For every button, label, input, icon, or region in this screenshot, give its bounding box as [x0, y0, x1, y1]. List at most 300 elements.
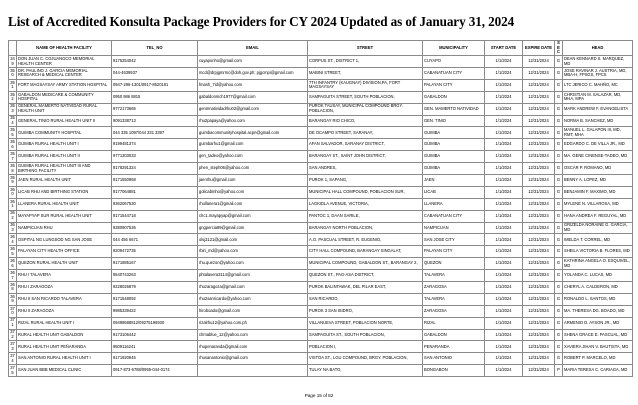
- cell-head: ROBERT P. MARCELO, MD: [563, 353, 633, 365]
- cell-start-date: 1/1/2024: [485, 293, 523, 305]
- cell-start-date: 1/1/2024: [485, 282, 523, 294]
- cell-sec: G: [555, 151, 563, 163]
- cell-head: YOLANDA C. LUCAS, MD: [563, 270, 633, 282]
- cell-facility-name: DR. PAULINO J. GARCIA MEMORIAL RESEARCH & MEDICAL CENTER: [17, 68, 112, 80]
- cell-municipality: GUIMBA: [423, 163, 485, 175]
- cell-tel-no: 9091338713: [112, 115, 198, 127]
- cell-head: MARK ANDREW F. EVANGELISTA: [563, 103, 633, 115]
- table-row: [9, 103, 633, 115]
- cell-tel-no: 9985339422: [112, 305, 198, 317]
- cell-row-index: 368: [10, 281, 15, 292]
- cell-expire-date: 12/31/2024: [523, 282, 555, 294]
- cell-facility-name: GUIMBA COMMUNITY HOSPITAL: [17, 127, 112, 139]
- header-start-date: START DATE: [485, 41, 523, 56]
- cell-facility-name: MAYAPYAP SUR RURAL HEALTH UNIT: [17, 210, 112, 222]
- cell-expire-date: 12/31/2024: [523, 246, 555, 258]
- cell-sec: G: [555, 341, 563, 353]
- cell-tel-no: 9772173665: [112, 103, 198, 115]
- table-row: [9, 79, 633, 91]
- cell-head: MA. GENE CINENSE-TADEO, MD: [563, 151, 633, 163]
- cell-start-date: 1/1/2024: [485, 329, 523, 341]
- cell-facility-name: OSPITAL NG LUNGSOD NG SAN JOSE: [17, 234, 112, 246]
- cell-row-index: 355: [10, 127, 15, 137]
- cell-head: KATHRINA ANGELA O. ESQUIVEL, MD: [563, 258, 633, 270]
- cell-email: golicabmho@yahoo.com: [198, 186, 308, 198]
- cell-expire-date: 12/31/2024: [523, 56, 555, 68]
- cell-municipality: QUEZON: [423, 258, 485, 270]
- table-header-row: [9, 41, 633, 56]
- cell-row-index: 364: [10, 234, 15, 244]
- cell-municipality: JAEN: [423, 175, 485, 187]
- table-row: [9, 210, 633, 222]
- cell-municipality: RIZAL: [423, 317, 485, 329]
- cell-facility-name: GABALDON MEDICARE & COMMUNITY HOSPITAL: [17, 91, 112, 103]
- cell-facility-name: GUIMBA RURAL HEALTH UNIT II: [17, 151, 112, 163]
- cell-head: CHRISTIAN M. SALAZAR, MD, MHA, MPA: [563, 91, 633, 103]
- cell-street: AFAN SALVADOR, SARANAY DISTRICT,: [308, 139, 423, 151]
- cell-start-date: 1/1/2024: [485, 305, 523, 317]
- cell-row-index: 361: [10, 198, 15, 209]
- cell-tel-no: 9228026879: [112, 282, 198, 294]
- cell-email: gabaldonmch1977@gmail.com: [198, 91, 308, 103]
- cell-tel-no: 044 335 1097/044 331 3397: [112, 127, 198, 139]
- cell-facility-name: RIZAL RURAL HEALTH UNIT I: [17, 317, 112, 329]
- cell-email: chc1.mayapyap@gmail.com: [198, 210, 308, 222]
- cell-start-date: 1/1/2024: [485, 317, 523, 329]
- cell-street: SAN RICARDO,: [308, 293, 423, 305]
- cell-tel-no: 9175254042: [112, 56, 198, 68]
- cell-start-date: 1/1/2024: [485, 186, 523, 198]
- cell-tel-no: 9540743263: [112, 270, 198, 282]
- cell-email: gen_tadeo@yahoo.com: [198, 151, 308, 163]
- table-row: [9, 329, 633, 341]
- table-row: [9, 258, 633, 270]
- cell-expire-date: 12/31/2024: [523, 222, 555, 234]
- cell-street: POBLACION I,: [308, 341, 423, 353]
- cell-email: guimbarhu1@gmail.com: [198, 139, 308, 151]
- cell-email: phtalavera3114@gmail.com: [198, 270, 308, 282]
- cell-municipality: GUIMBA: [423, 151, 485, 163]
- cell-facility-name: LICAB RHU AND BIRTHING STATION: [17, 186, 112, 198]
- cell-facility-name: SAN JUAN BBB MEDICAL CLINIC: [17, 365, 112, 377]
- page-title: List of Accredited Konsulta Package Providers for CY 2024 Updated as of January 31, 2024: [8, 14, 515, 29]
- cell-start-date: 1/1/2024: [485, 151, 523, 163]
- cell-municipality: PENARANDA: [423, 341, 485, 353]
- cell-street: SAMPAGUITA ST., SOUTH POBLACION,: [308, 329, 423, 341]
- cell-street: PUROK BALINTAWAK, DEL PILAR EAST,: [308, 282, 423, 294]
- page-footer: Page 15 of 82: [304, 393, 334, 398]
- cell-street: MUNICIPAL COMPOUND, GABALDON ST., BARANGAY 2,: [308, 258, 423, 270]
- cell-email: rhupenaranda@gmail.com: [198, 341, 308, 353]
- cell-tel-no: 9177064881: [112, 186, 198, 198]
- cell-sec: G: [555, 91, 563, 103]
- cell-start-date: 1/1/2024: [485, 163, 523, 175]
- cell-sec: G: [555, 127, 563, 139]
- cell-tel-no: 9171544718: [112, 210, 198, 222]
- cell-head: GRIZELDA NORAINE G. GARCIA, MD: [563, 222, 633, 234]
- cell-street: BARANGAY NORTH POBLACION,: [308, 222, 423, 234]
- cell-municipality: PALAYAN CITY: [423, 246, 485, 258]
- cell-start-date: 1/1/2024: [485, 341, 523, 353]
- cell-sec: G: [555, 305, 563, 317]
- cell-expire-date: 12/31/2024: [523, 115, 555, 127]
- cell-start-date: 1/1/2024: [485, 258, 523, 270]
- cell-municipality: TALAVERA: [423, 270, 485, 282]
- cell-sec: G: [555, 317, 563, 329]
- cell-tel-no: 0947-296-1301/0917-8520181: [112, 79, 198, 91]
- cell-row-index: 373: [10, 341, 15, 351]
- table-row: [9, 68, 633, 80]
- cell-tel-no: 9771303033: [112, 151, 198, 163]
- cell-head: DEAN KENNARD S. MARQUEZ, MD: [563, 56, 633, 68]
- cell-row-index: 366: [10, 257, 15, 268]
- cell-tel-no: 9171920945: [112, 353, 198, 365]
- cell-tel-no: 9362067530: [112, 198, 198, 210]
- cell-expire-date: 12/31/2024: [523, 91, 555, 103]
- cell-row-index: 363: [10, 222, 15, 233]
- cell-head: BENNY A. LOPEZ, MD: [563, 175, 633, 187]
- cell-expire-date: 12/31/2024: [523, 151, 555, 163]
- cell-tel-no: 9199481374: [112, 139, 198, 151]
- table-row: [9, 341, 633, 353]
- cell-email: fmash_7id@yahoo.com: [198, 79, 308, 91]
- cell-municipality: GEN. MAMERTO NATIVIDAD: [423, 103, 485, 115]
- table-row: [9, 246, 633, 258]
- cell-expire-date: 12/31/2024: [523, 365, 555, 377]
- cell-email: olsj3121@gmail.com: [198, 234, 308, 246]
- cell-facility-name: GUIMBA RURAL HEALTH UNIT I: [17, 139, 112, 151]
- header-municipality: MUNICIPALITY: [423, 41, 485, 56]
- cell-email: hiroboado@gmail.com: [198, 305, 308, 317]
- table-row: [9, 305, 633, 317]
- cell-facility-name: LLANERA RURAL HEALTH UNIT: [17, 198, 112, 210]
- cell-municipality: BONGABON: [423, 365, 485, 377]
- table-row: [9, 293, 633, 305]
- cell-expire-date: 12/31/2024: [523, 163, 555, 175]
- cell-street: VISTOA ST., LGU COMPOUND, BRGY. POBLACION,: [308, 353, 423, 365]
- cell-email: rhuzaragoza@gmail.com: [198, 282, 308, 294]
- cell-sec: G: [555, 79, 563, 91]
- table-row: [9, 198, 633, 210]
- cell-email: rhu.quezon@yahoo.com: [198, 258, 308, 270]
- cell-email: cuyaponho@gmail.com: [198, 56, 308, 68]
- cell-municipality: TALAVERA: [423, 293, 485, 305]
- cell-street: PANTOC 1, DAAN SARILE,: [308, 210, 423, 222]
- cell-sec: G: [555, 56, 563, 68]
- cell-street: BARANGAY ST., SAINT JOHN DISTRICT,: [308, 151, 423, 163]
- cell-facility-name: RURAL HEALTH UNIT GABALDON: [17, 329, 112, 341]
- header-email: EMAIL: [198, 41, 308, 56]
- cell-start-date: 1/1/2024: [485, 103, 523, 115]
- cell-expire-date: 12/31/2024: [523, 79, 555, 91]
- cell-start-date: 1/1/2024: [485, 175, 523, 187]
- cell-expire-date: 12/31/2024: [523, 210, 555, 222]
- header-head: HEAD: [563, 41, 633, 56]
- cell-street: TULAY NA BATO,: [308, 365, 423, 377]
- table-row: [9, 91, 633, 103]
- cell-sec: G: [555, 103, 563, 115]
- cell-street: CORPUS ST., DISTRICT 1,: [308, 56, 423, 68]
- cell-facility-name: FORT MAGSAYSAY ARMY STATION HOSPITAL: [17, 79, 112, 91]
- table-row: [9, 175, 633, 187]
- cell-expire-date: 12/31/2024: [523, 139, 555, 151]
- cell-street: MUNICIPAL HALL COMPOUND, POBLACION SUR,: [308, 186, 423, 198]
- cell-row-index: 353: [10, 103, 15, 114]
- cell-facility-name: RHU I TALAVERA: [17, 270, 112, 282]
- cell-head: MYLENE N. VILLAROSA, MD: [563, 198, 633, 210]
- cell-expire-date: 12/31/2024: [523, 175, 555, 187]
- cell-email: guimbacommunityhospital.acpn@gmail.com: [198, 127, 308, 139]
- table-row: [9, 234, 633, 246]
- cell-head: IMELDA T. CORREL, MD: [563, 234, 633, 246]
- cell-sec: G: [555, 139, 563, 151]
- cell-head: EDGARDO C. DE VILLA JR., MD: [563, 139, 633, 151]
- cell-row-index: 358: [10, 162, 15, 173]
- cell-expire-date: 12/31/2024: [523, 293, 555, 305]
- provider-table: [8, 40, 633, 377]
- cell-tel-no: 09498688812/09275196930: [112, 317, 198, 329]
- cell-sec: G: [555, 186, 563, 198]
- cell-sec: G: [555, 234, 563, 246]
- cell-facility-name: NAMPICUAN RHU: [17, 222, 112, 234]
- table-row: [9, 163, 633, 175]
- table-row: [9, 365, 633, 377]
- cell-tel-no: 9209472735: [112, 246, 198, 258]
- cell-email: rhu2sanricardo@yahoo.com: [198, 293, 308, 305]
- cell-expire-date: 12/31/2024: [523, 270, 555, 282]
- cell-row-index: 360: [10, 186, 15, 197]
- cell-municipality: ZARAGOSA: [423, 305, 485, 317]
- table-row: [9, 270, 633, 282]
- cell-street: A.O. PASCUAL STREET, R. EUGENIO,: [308, 234, 423, 246]
- cell-email: rhullanera1@gmail.com: [198, 198, 308, 210]
- cell-tel-no: 9178291324: [112, 163, 198, 175]
- cell-municipality: SAN JOSE CITY: [423, 234, 485, 246]
- cell-row-index: 369: [10, 293, 15, 304]
- cell-row-index: 354: [10, 115, 15, 125]
- cell-expire-date: 12/31/2024: [523, 68, 555, 80]
- cell-row-index: 370: [10, 305, 15, 316]
- cell-row-index: 374: [10, 353, 15, 363]
- cell-facility-name: RURAL HEALTH UNIT PEÑARANDA: [17, 341, 112, 353]
- cell-municipality: CABANATUAN CITY: [423, 68, 485, 80]
- cell-row-index: 350: [10, 67, 15, 78]
- cell-head: MANUEL L. GALAPON III, MD, RMT, MHA: [563, 127, 633, 139]
- cell-facility-name: QUEZON RURAL HEALTH UNIT: [17, 258, 112, 270]
- cell-row-index: 349: [10, 55, 15, 66]
- cell-expire-date: 12/31/2024: [523, 234, 555, 246]
- cell-row-index: 375: [10, 365, 15, 375]
- cell-sec: G: [555, 198, 563, 210]
- cell-row-index: 367: [10, 269, 15, 280]
- cell-expire-date: 12/31/2024: [523, 341, 555, 353]
- table-row: [9, 282, 633, 294]
- cell-start-date: 1/1/2024: [485, 198, 523, 210]
- header-sec: SEC: [555, 41, 563, 56]
- cell-head: HANA ANDREA F. REGUYAL, MD: [563, 210, 633, 222]
- cell-sec: G: [555, 282, 563, 294]
- cell-start-date: 1/1/2024: [485, 246, 523, 258]
- cell-start-date: 1/1/2024: [485, 365, 523, 377]
- cell-head: MARIA TERESA C. CARIAGA, MD: [563, 365, 633, 377]
- cell-row-index: 359: [10, 174, 15, 185]
- cell-municipality: CUYAPO: [423, 56, 485, 68]
- cell-expire-date: 12/31/2024: [523, 127, 555, 139]
- cell-tel-no: 9171548092: [112, 293, 198, 305]
- cell-street: QUEZON ST., PAG-ASA DISTRICT,: [308, 270, 423, 282]
- cell-head: RONALDO L. SANTOS, MD: [563, 293, 633, 305]
- cell-expire-date: 12/31/2024: [523, 317, 555, 329]
- header-facility-name: NAME OF HEALTH FACILITY: [17, 41, 112, 56]
- table-row: [9, 186, 633, 198]
- cell-email: phen_steph06@yahoo.com: [198, 163, 308, 175]
- header-street: STREET: [308, 41, 423, 56]
- cell-sec: G: [555, 68, 563, 80]
- cell-start-date: 1/1/2024: [485, 270, 523, 282]
- table-row: [9, 317, 633, 329]
- cell-sec: G: [555, 163, 563, 175]
- cell-row-index: 365: [10, 246, 15, 256]
- cell-sec: G: [555, 175, 563, 187]
- cell-street: SAN ANDRES,: [308, 163, 423, 175]
- cell-row-index: 372: [10, 329, 15, 340]
- cell-start-date: 1/1/2024: [485, 56, 523, 68]
- cell-email: jaenrhu@gmail.com: [198, 175, 308, 187]
- cell-street: 7TH INFANTRY (KAUGNAY) DIVISION,PA, FORT MAGSAYSAY: [308, 79, 423, 91]
- cell-municipality: SAN ANTONIO: [423, 353, 485, 365]
- table-row: [9, 353, 633, 365]
- cell-facility-name: PALAYAN CITY HEALTH OFFICE: [17, 246, 112, 258]
- cell-sec: G: [555, 329, 563, 341]
- cell-street: PUROK TAUSAY, MUNICIPAL COMPOUND BRGY. POBLACION,: [308, 103, 423, 115]
- cell-email: rhu2papaya@yahoo.com: [198, 115, 308, 127]
- cell-expire-date: 12/31/2024: [523, 198, 555, 210]
- cell-tel-no: 044-4639937: [112, 68, 198, 80]
- cell-email: mcd@drpjgmrmc@doh.gov.ph; pjgcmpi@gmail.com: [198, 68, 308, 80]
- cell-municipality: GUIMBA: [423, 139, 485, 151]
- cell-sec: G: [555, 246, 563, 258]
- cell-tel-no: 0950 986 8815: [112, 91, 198, 103]
- cell-head: SHENA GRACE E. PASCUAL, MD: [563, 329, 633, 341]
- cell-expire-date: 12/31/2024: [523, 186, 555, 198]
- cell-start-date: 1/1/2024: [485, 115, 523, 127]
- cell-street: CITY HALL COMPOUND, BARANGAY SINGALAT,: [308, 246, 423, 258]
- cell-start-date: 1/1/2024: [485, 234, 523, 246]
- cell-head: BENJAMIN F. MAXIMO, MD: [563, 186, 633, 198]
- cell-street: LAGKIDLA AVENUE, VICTORIA,: [308, 198, 423, 210]
- cell-head: OSCAR P. ROMANO, MD: [563, 163, 633, 175]
- cell-expire-date: 12/31/2024: [523, 305, 555, 317]
- cell-street: DE OCAMPO STREET, SARANAY,: [308, 127, 423, 139]
- cell-facility-name: SAN ANTONIO RURAL HEALTH UNIT I: [17, 353, 112, 365]
- cell-row-index: 371: [10, 317, 15, 328]
- cell-facility-name: GENERAL TINIO RURAL HEALTH UNIT II: [17, 115, 112, 127]
- cell-municipality: LICAB: [423, 186, 485, 198]
- cell-expire-date: 12/31/2024: [523, 103, 555, 115]
- cell-facility-name: GENERAL MAMERTO NATIVIDAD RURAL HEALTH UNIT: [17, 103, 112, 115]
- cell-head: NORMA B. SANCHEZ, MD: [563, 115, 633, 127]
- cell-tel-no: 9173106442: [112, 329, 198, 341]
- table-row: [9, 115, 633, 127]
- cell-head: SHEILA VICTORIA B. FLORES, MD: [563, 246, 633, 258]
- cell-municipality: NAMPICUAN: [423, 222, 485, 234]
- cell-street: BARANGAY RIO CHICO,: [308, 115, 423, 127]
- cell-sec: G: [555, 222, 563, 234]
- cell-start-date: 1/1/2024: [485, 79, 523, 91]
- cell-sec: P: [555, 365, 563, 377]
- cell-email: genmnatividadrhu02@gmail.com: [198, 103, 308, 115]
- table-row: [9, 151, 633, 163]
- cell-head: XAVIERA JIHAN V. BAUTISTA, MD: [563, 341, 633, 353]
- cell-row-index: 357: [10, 150, 15, 161]
- cell-row-index: 362: [10, 210, 15, 221]
- cell-municipality: GEN. TINIO: [423, 115, 485, 127]
- table-row: [9, 222, 633, 234]
- cell-head: LTC JERICO C. MAHÑO, MC: [563, 79, 633, 91]
- cell-email: rhusanantonio@gmail.com: [198, 353, 308, 365]
- cell-municipality: PALAYAN CITY: [423, 79, 485, 91]
- cell-municipality: GABALDON: [423, 329, 485, 341]
- cell-facility-name: RHU I ZARAGOZA: [17, 282, 112, 294]
- cell-email: chmablue_12@yahoo.com: [198, 329, 308, 341]
- cell-facility-name: GUIMBA RURAL HEALTH UNIT III AND BIRTHING FACILITY: [17, 163, 112, 175]
- cell-start-date: 1/1/2024: [485, 91, 523, 103]
- cell-tel-no: 9171550968: [112, 175, 198, 187]
- table-row: [9, 56, 633, 68]
- cell-municipality: GABALDON: [423, 91, 485, 103]
- cell-head: MA. THERESA DG. BOADO, MD: [563, 305, 633, 317]
- cell-street: PUROK 1, SAPANG,: [308, 175, 423, 187]
- cell-start-date: 1/1/2024: [485, 210, 523, 222]
- cell-email: rbiri_md@yahoo.com: [198, 246, 308, 258]
- cell-street: VILLANUEVA STREET, POBLACION NORTE,: [308, 317, 423, 329]
- cell-sec: G: [555, 258, 563, 270]
- cell-row-index: 351: [10, 79, 15, 90]
- cell-street: SAMPAGUITA STREET, SOUTH POBLACION,: [308, 91, 423, 103]
- cell-tel-no: 9380907536: [112, 222, 198, 234]
- cell-start-date: 1/1/2024: [485, 139, 523, 151]
- cell-head: JOSE RAVINAR J. AUSTRIA, MD, MBA-H, FPSGS, FPCS: [563, 68, 633, 80]
- cell-tel-no: 0917-873-6788/0955-044-0174: [112, 365, 198, 377]
- cell-municipality: CABANATUAN CITY: [423, 210, 485, 222]
- cell-email: rizalrhu12@yahoo.com.ph: [198, 317, 308, 329]
- cell-expire-date: 12/31/2024: [523, 353, 555, 365]
- cell-expire-date: 12/31/2024: [523, 329, 555, 341]
- cell-sec: G: [555, 270, 563, 282]
- cell-expire-date: 12/31/2024: [523, 258, 555, 270]
- cell-facility-name: RHU II SAN RICARDO TALAVERA: [17, 293, 112, 305]
- cell-row-index: 352: [10, 91, 15, 102]
- cell-row-index: 356: [10, 139, 15, 149]
- cell-head: CHERYL A. CALDERON, MD: [563, 282, 633, 294]
- cell-start-date: 1/1/2024: [485, 222, 523, 234]
- cell-municipality: LLANERA: [423, 198, 485, 210]
- cell-tel-no: 9509116241: [112, 341, 198, 353]
- cell-email: gngpercia89@gmail.com: [198, 222, 308, 234]
- header-expire-date: EXPIRE DATE: [523, 41, 555, 56]
- cell-street: PUROK 3 SAN ISIDRO,: [308, 305, 423, 317]
- cell-sec: G: [555, 210, 563, 222]
- table-row: [9, 139, 633, 151]
- cell-head: ARMENIO D. AYSON JR., MD: [563, 317, 633, 329]
- cell-municipality: GUIMBA: [423, 127, 485, 139]
- cell-facility-name: JAEN RURAL HEALTH UNIT: [17, 175, 112, 187]
- cell-start-date: 1/1/2024: [485, 353, 523, 365]
- cell-street: MABINI STREET,: [308, 68, 423, 80]
- cell-facility-name: RHU II ZARAGOZA: [17, 305, 112, 317]
- cell-start-date: 1/1/2024: [485, 68, 523, 80]
- cell-email: [198, 365, 308, 377]
